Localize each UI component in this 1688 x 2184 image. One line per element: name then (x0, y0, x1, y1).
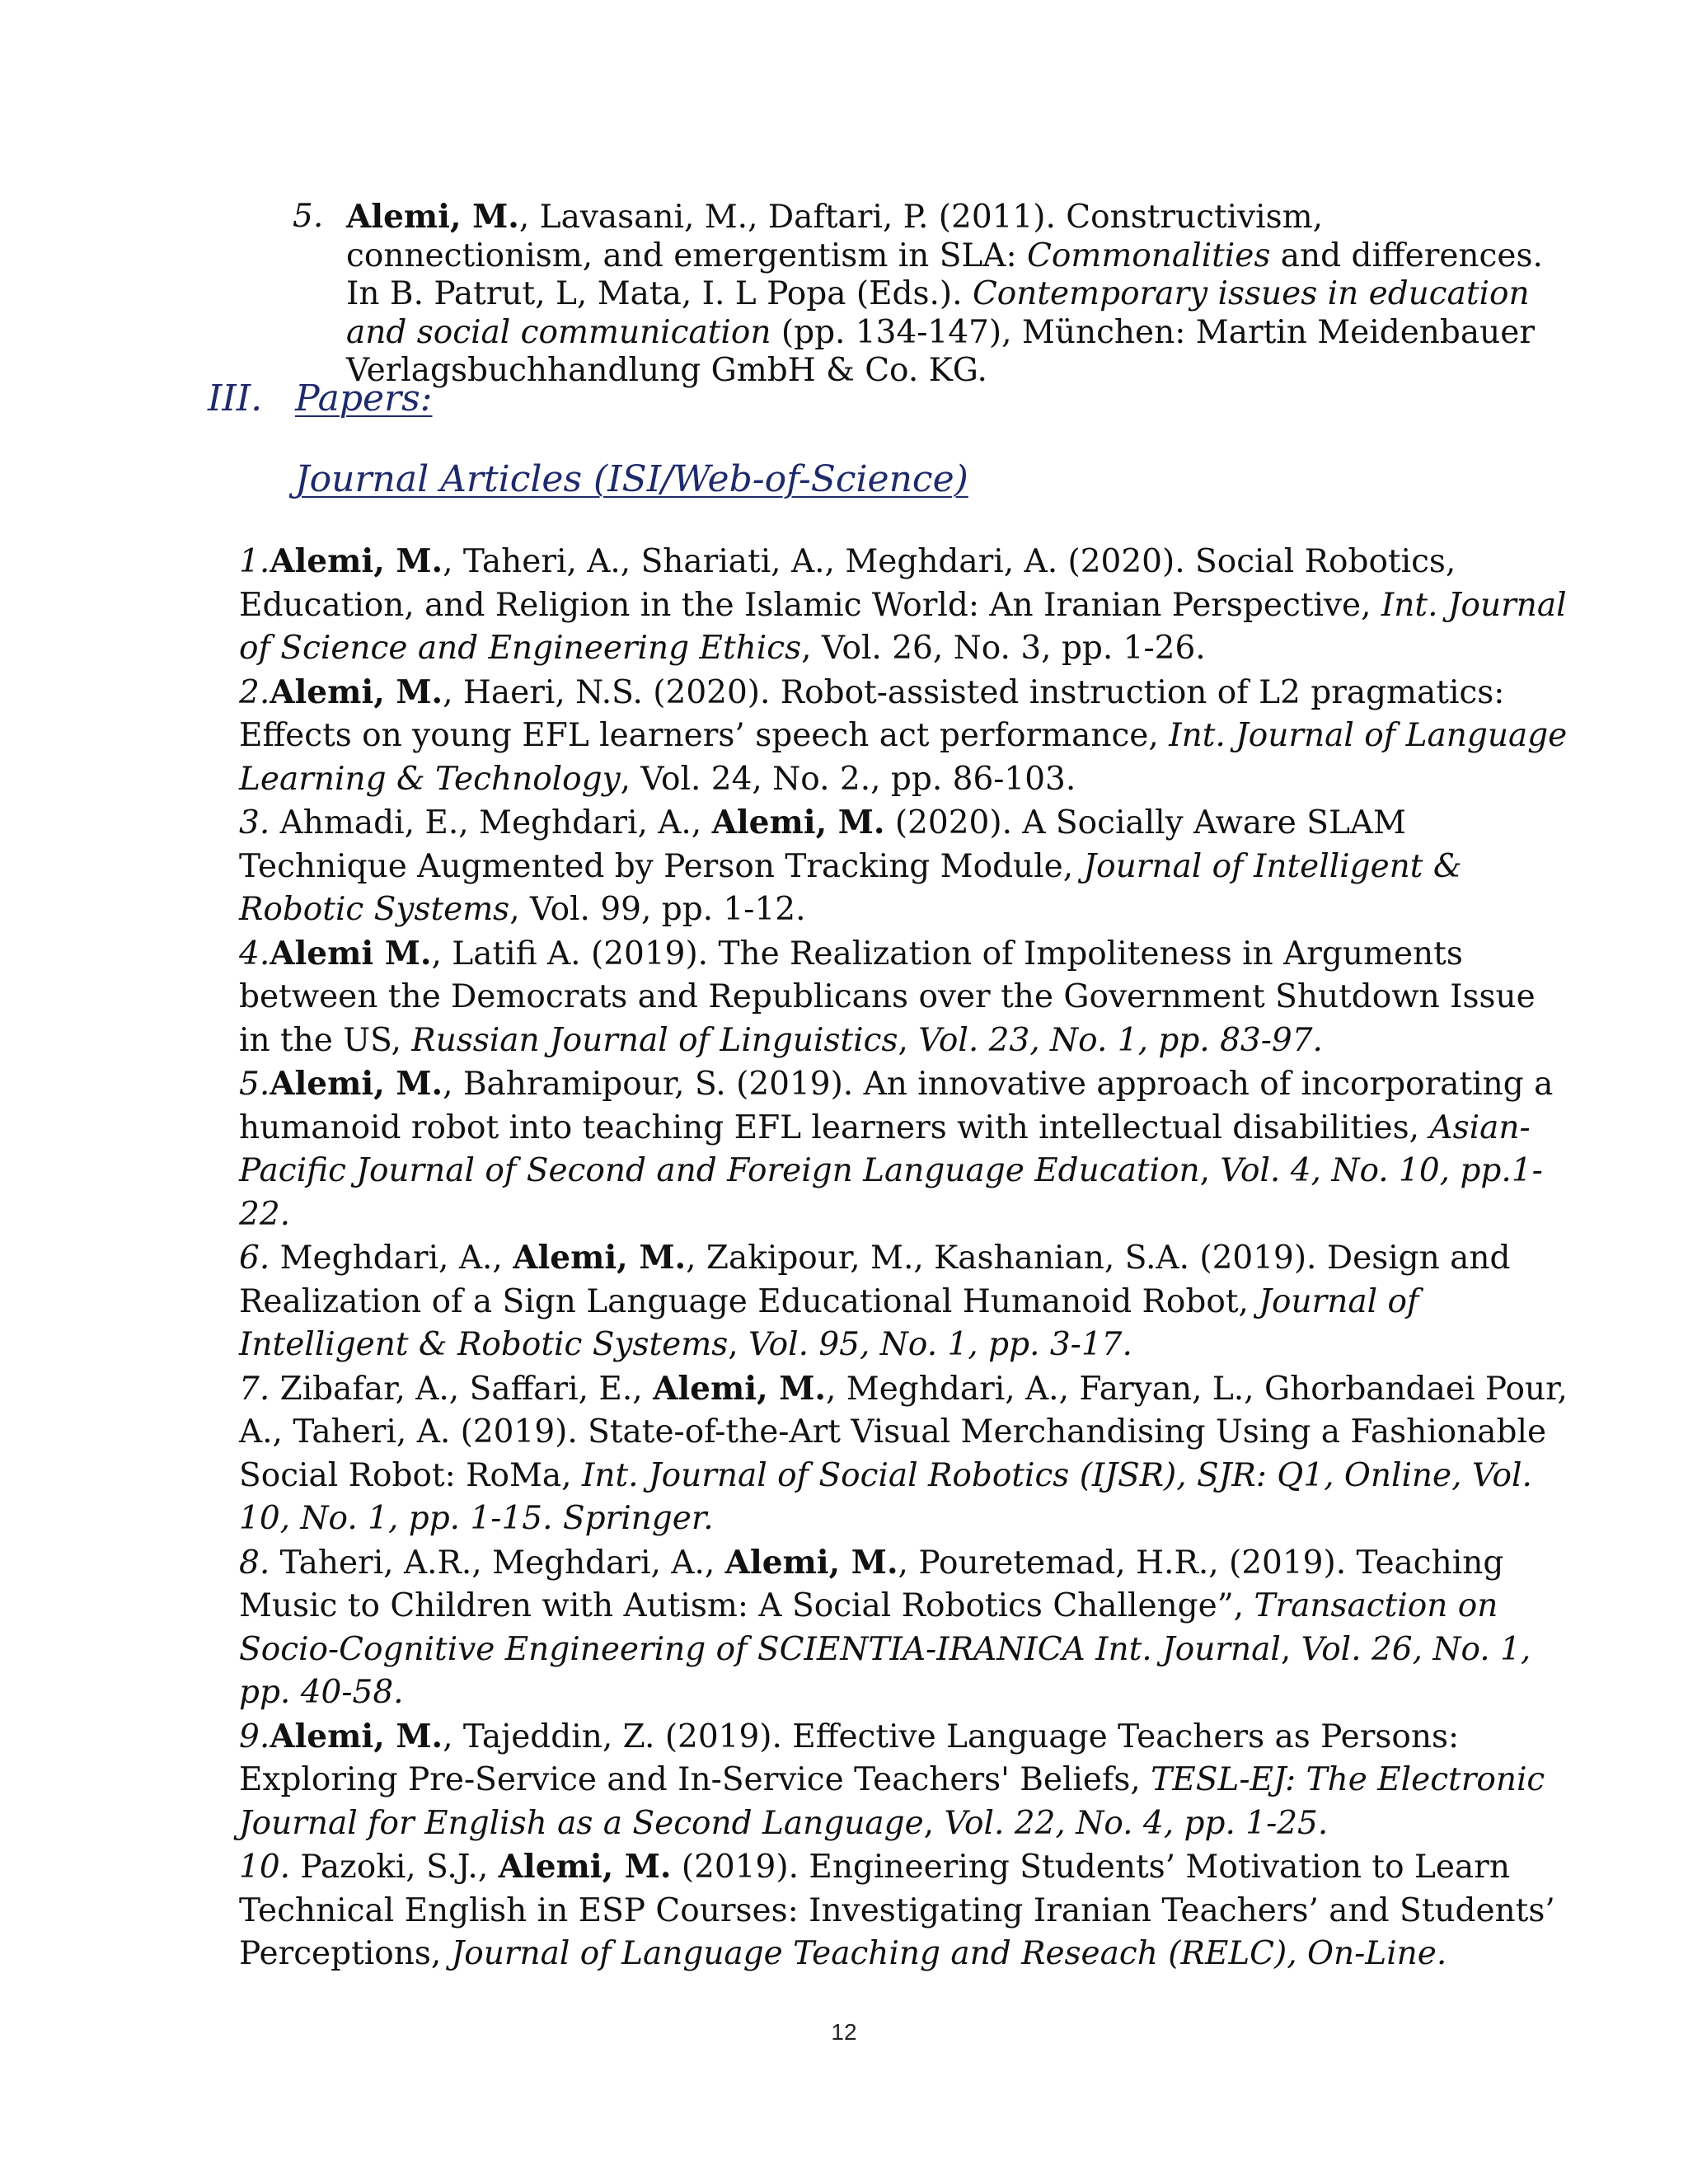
citation-text: (2020). A Socially Aware SLAM Technique Augmented by Person Tracking Module, (239, 804, 1406, 885)
author-name: Alemi, M. (270, 1717, 443, 1755)
journal-name: Int. Journal of Social Robotics (IJSR), SJR: Q1, Online, Vol. 10, No. 1, pp. 1-15. Springer. (239, 1456, 1532, 1537)
author-list: Pazoki, S.J., (290, 1849, 499, 1886)
citation-details: , (1280, 1630, 1301, 1668)
journal-name: Journal of Intelligent & Robotic Systems (239, 1282, 1419, 1363)
article-number: 2. (239, 673, 270, 711)
citation-text: , Latifi A. (2019). The Realization of Impoliteness in Arguments between the Democrats and Republicans over the Government Shutdown Issue in the US, (239, 935, 1536, 1059)
author-name: Alemi, M. (724, 1543, 898, 1582)
citation-text: , Pouretemad, H.R., (2019). Teaching Music to Children with Autism: A Social Robotics Challenge”, (239, 1544, 1504, 1624)
author-list: Zibafar, A., Saffari, E., (270, 1370, 654, 1408)
article-entry (239, 932, 1574, 1063)
article-entry (239, 1845, 1574, 1976)
author-name: Alemi, M. (711, 804, 885, 841)
article-entry (239, 1236, 1574, 1367)
article-number: 9. (239, 1718, 270, 1755)
journal-name: Asian-Pacific Journal of Second and Foreign Language Education (239, 1108, 1531, 1189)
article-number: 6. (239, 1240, 270, 1277)
citation-details: , Vol. 99, pp. 1-12. (509, 891, 806, 928)
article-entry (239, 671, 1574, 802)
journal-name: TESL-EJ: The Electronic Journal for English as a Second Language (239, 1761, 1545, 1842)
book-title: Contemporary issues in education and social communication (346, 275, 1530, 351)
author-list: Taheri, A.R., Meghdari, A., (270, 1544, 725, 1582)
article-number: 4. (239, 935, 270, 972)
citation-text: , Haeri, N.S. (2020). Robot-assisted instruction of L2 pragmatics: Effects on young EFL learners’ speech act performance, (239, 673, 1505, 754)
article-number: 10. (239, 1849, 291, 1886)
citation-details: , Vol. 26, No. 3, pp. 1-26. (801, 630, 1206, 667)
list-number: 5. (293, 198, 324, 235)
author-list: Meghdari, A., (270, 1240, 513, 1277)
citation-details: , Vol. 24, No. 2., pp. 86-103. (620, 760, 1076, 798)
citation-details-italic: Vol. 4, No. 10, pp.1-22. (239, 1152, 1543, 1233)
citation-text: and differences. In B. Patrut, L, Mata, I. L Popa (Eds.). (346, 237, 1543, 312)
article-entry (239, 1062, 1574, 1236)
author-name: Alemi, M. (346, 198, 519, 236)
author-list: Ahmadi, E., Meghdari, A., (270, 804, 712, 841)
section-title: Papers: (295, 377, 433, 419)
citation-details: , (923, 1804, 945, 1842)
citation-details: , (728, 1326, 749, 1363)
page-number: 12 (831, 2019, 857, 2045)
article-entry (239, 801, 1574, 932)
previous-list-item (293, 198, 1562, 391)
article-number: 3. (239, 804, 270, 841)
author-name: Alemi M. (270, 934, 432, 972)
author-name: Alemi, M. (270, 1065, 443, 1103)
section-subtitle: Journal Articles (ISI/Web-of-Science) (295, 458, 968, 500)
article-number: 5. (239, 1066, 270, 1103)
list-item-text (346, 198, 1562, 391)
journal-name: Int. Journal of Science and Engineering Ethics (239, 586, 1567, 667)
author-name: Alemi, M. (498, 1848, 672, 1886)
journal-name: Journal of Intelligent & Robotic Systems (239, 847, 1462, 928)
article-number: 1. (239, 543, 270, 580)
section-number: III. (208, 377, 263, 419)
article-number: 7. (239, 1370, 270, 1408)
citation-italic: Commonalities (1027, 237, 1271, 274)
author-name: Alemi, M. (270, 542, 443, 580)
article-entry (239, 1367, 1574, 1541)
citation-text: (pp. 134-147), München: Martin Meidenbauer Verlagsbuchhandlung GmbH & Co. KG. (346, 313, 1535, 389)
citation-text: , Zakipour, M., Kashanian, S.A. (2019). Design and Realization of a Sign Language Educational Humanoid Robot, (239, 1240, 1511, 1320)
article-entry (239, 540, 1574, 671)
citation-details-italic: Vol. 95, No. 1, pp. 3-17. (748, 1326, 1132, 1363)
author-name: Alemi, M. (270, 673, 443, 711)
citation-text: (2019). Engineering Students’ Motivation to Learn Technical English in ESP Courses: Investigating Iranian Teachers’ and Students’ Perceptions, (239, 1849, 1555, 1972)
citation-details-italic: Vol. 22, No. 4, pp. 1-25. (944, 1804, 1329, 1842)
article-entry (239, 1541, 1574, 1715)
journal-name: Transaction on Socio-Cognitive Engineering of SCIENTIA-IRANICA Int. Journal (239, 1587, 1498, 1668)
citation-details-italic: Vol. 23, No. 1, pp. 83-97. (918, 1021, 1323, 1059)
citation-details-italic: Vol. 26, No. 1, pp. 40-58. (239, 1630, 1531, 1711)
citation-text: , Lavasani, M., Daftari, P. (2011). Constructivism, connectionism, and emergentism in SLA: (346, 199, 1324, 274)
article-entry (239, 1715, 1574, 1846)
journal-name: Journal of Language Teaching and Reseach (RELC), On-Line. (451, 1935, 1447, 1972)
author-name: Alemi, M. (513, 1239, 687, 1277)
journal-name: Int. Journal of Language Learning & Technology (239, 717, 1568, 798)
article-number: 8. (239, 1544, 270, 1582)
journal-name: Russian Journal of Linguistics (411, 1021, 898, 1059)
journal-article-list (239, 540, 1574, 1976)
citation-details: , (898, 1021, 919, 1059)
citation-text: , Bahramipour, S. (2019). An innovative approach of incorporating a humanoid robot into teaching EFL learners with intellectual disabilities, (239, 1066, 1554, 1146)
citation-text: , Taheri, A., Shariati, A., Meghdari, A. (2020). Social Robotics, Education, and Religion in the Islamic World: An Iranian Perspective, (239, 543, 1456, 624)
citation-text: , Meghdari, A., Faryan, L., Ghorbandaei Pour, A., Taheri, A. (2019). State-of-the-Art Visual Merchandising Using a Fashionable Social Robot: RoMa, (239, 1370, 1568, 1494)
author-name: Alemi, M. (653, 1369, 826, 1408)
citation-text: , Tajeddin, Z. (2019). Effective Language Teachers as Persons: Exploring Pre-Service and In-Service Teachers' Beliefs, (239, 1718, 1460, 1798)
citation-details: , (1199, 1152, 1221, 1189)
